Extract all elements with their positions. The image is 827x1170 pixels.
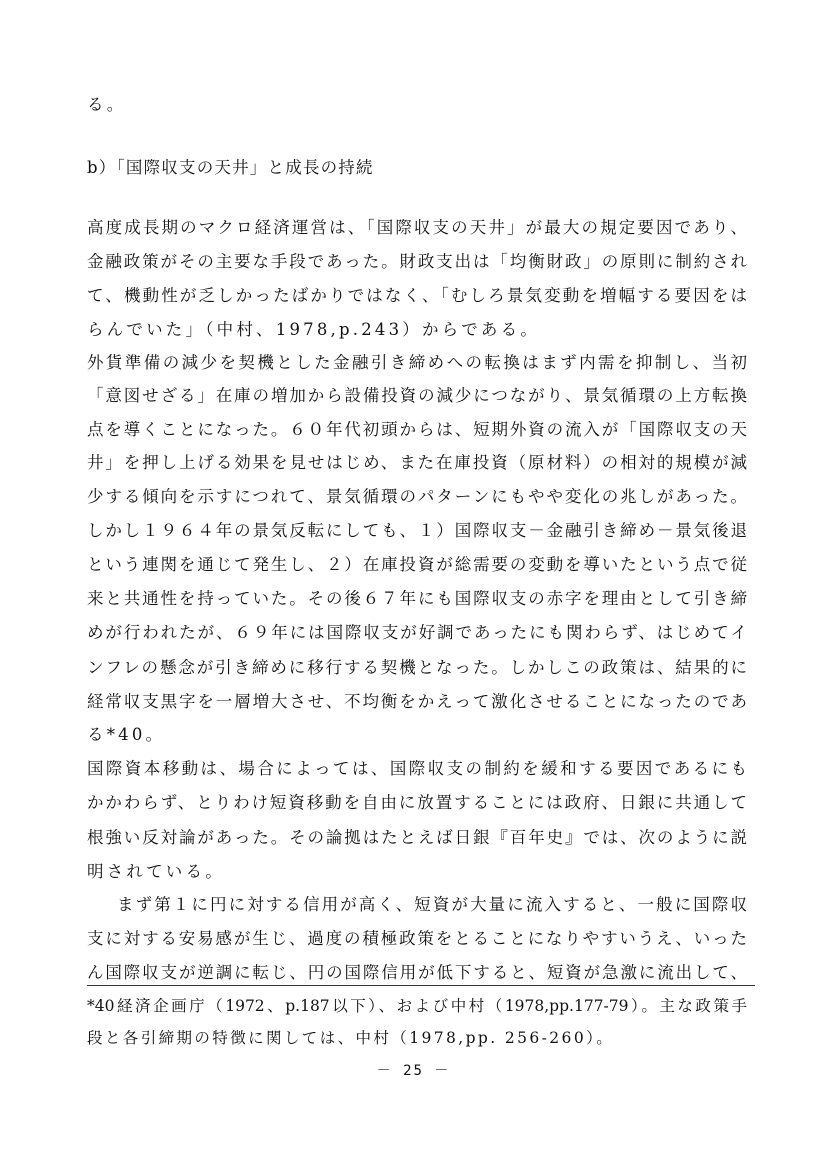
section-heading: b）「国際収支の天井」と成長の持続 <box>87 158 374 177</box>
quote-line: ん国際収支が逆調に転じ、円の国際信用が低下すると、短資が急激に流出して、 <box>87 963 747 982</box>
body-line: ンフレの懸念が引き締めに移行する契機となった。しかしこの政策は、結果的に <box>87 658 747 677</box>
quote-line: まず第１に円に対する信用が高く、短資が大量に流入すると、一般に国際収 <box>117 895 747 914</box>
footnote-line: *40経済企画庁（1972、p.187以下）、および中村（1978,pp.177-79）。主な政策手 <box>87 997 747 1015</box>
body-line: 明されている。 <box>87 862 225 881</box>
page-number: － 25 － <box>376 1063 451 1079</box>
body-line: る*40。 <box>87 725 166 744</box>
quote-line: 支に対する安易感が生じ、過度の積極政策をとることになりやすいうえ、いった <box>87 929 747 948</box>
body-line: らんでいた」（中村、1978,p.243）からである。 <box>87 320 541 339</box>
body-line: 経常収支黒字を一層増大させ、不均衡をかえって激化させることになったのであ <box>87 692 747 711</box>
footnote-line: 段と各引締期の特徴に関しては、中村（1978,pp. 256-260）。 <box>87 1029 615 1047</box>
body-line: 金融政策がその主要な手段であった。財政支出は「均衡財政」の原則に制約され <box>87 252 747 271</box>
body-line: 点を導くことになった。６０年代初頭からは、短期外資の流入が「国際収支の天 <box>87 420 747 439</box>
body-line: 「意図せざる」在庫の増加から設備投資の減少につながり、景気循環の上方転換 <box>87 386 747 405</box>
body-line: めが行われたが、６９年には国際収支が好調であったにも関わらず、はじめてイ <box>87 623 747 642</box>
body-line: 根強い反対論があった。その論拠はたとえば日銀『百年史』では、次のように説 <box>87 828 747 847</box>
body-line: 少する傾向を示すにつれて、景気循環のパターンにもやや変化の兆しがあった。 <box>87 487 747 506</box>
paragraph-continuation: る。 <box>87 95 127 114</box>
body-line: 外貨準備の減少を契機とした金融引き締めへの転換はまず内需を抑制し、当初 <box>87 353 747 372</box>
footnote-separator <box>87 985 755 986</box>
body-line: しかし１９６４年の景気反転にしても、１）国際収支－金融引き締め－景気後退 <box>87 521 747 540</box>
body-line: 井」を押し上げる効果を見せはじめ、また在庫投資（原材料）の相対的規模が減 <box>87 453 747 472</box>
body-line: て、機動性が乏しかったばかりではなく、「むしろ景気変動を増幅する要因をは <box>87 286 747 305</box>
body-line: という連関を通じて発生し、２）在庫投資が総需要の変動を導いたという点で従 <box>87 555 747 574</box>
body-line: 高度成長期のマクロ経済運営は、「国際収支の天井」が最大の規定要因であり、 <box>87 218 747 237</box>
body-line: 来と共通性を持っていた。その後６７年にも国際収支の赤字を理由として引き締 <box>87 589 747 608</box>
body-line: かかわらず、とりわけ短資移動を自由に放置することには政府、日銀に共通して <box>87 793 747 812</box>
body-line: 国際資本移動は、場合によっては、国際収支の制約を緩和する要因であるにも <box>87 759 747 778</box>
